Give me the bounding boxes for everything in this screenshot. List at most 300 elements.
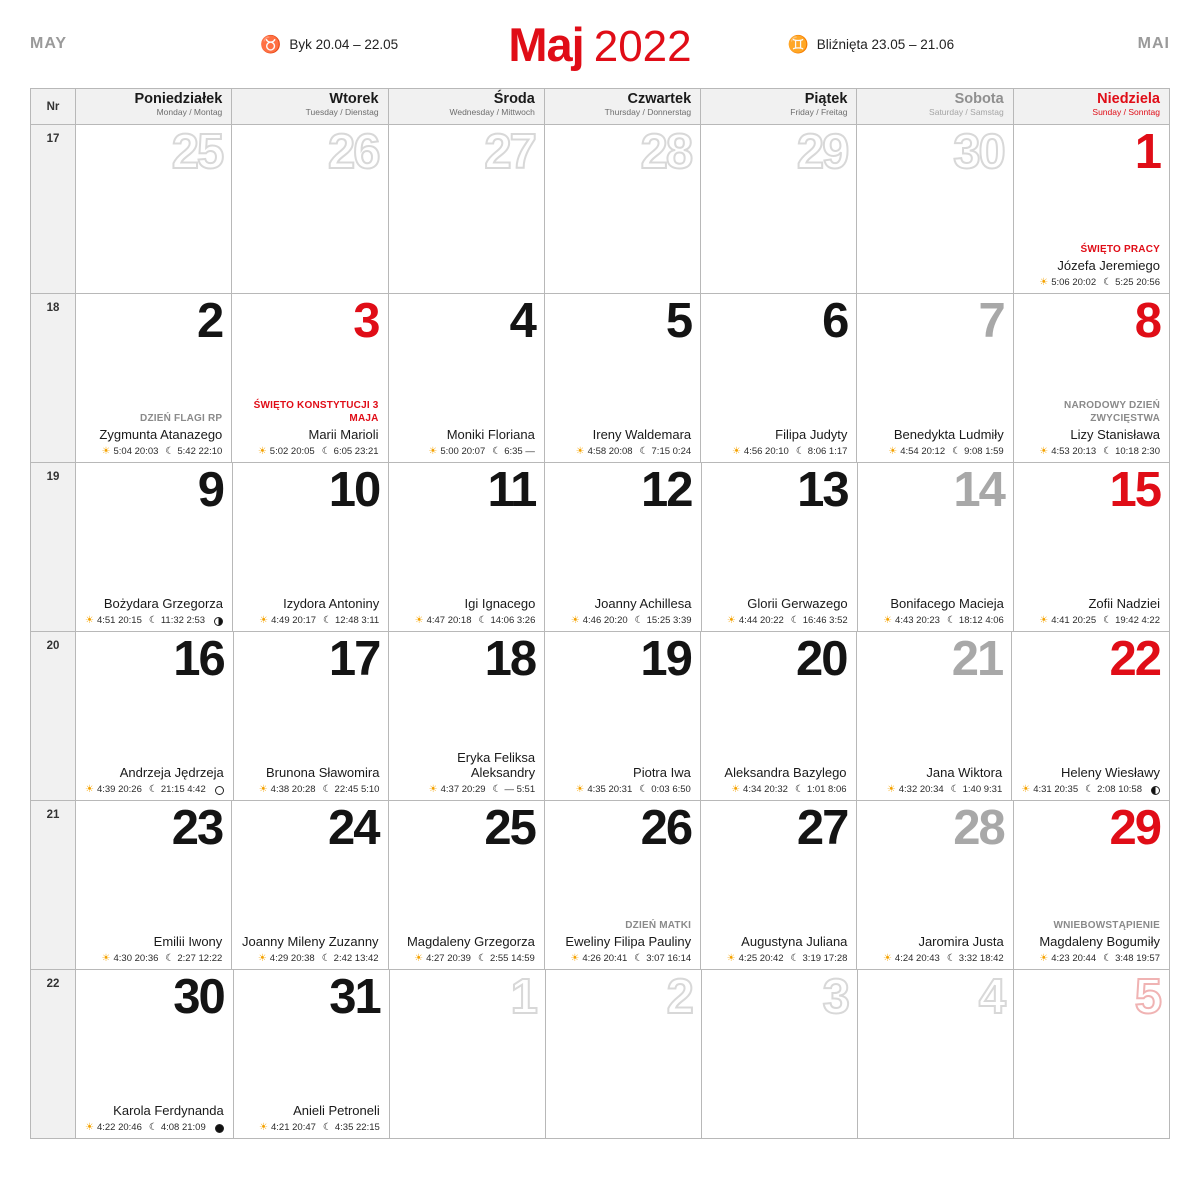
name-day-names: Filipa Judyty	[775, 427, 848, 443]
cell-spacer	[85, 857, 222, 934]
day-number: 10	[328, 463, 380, 517]
sun-times: 5:02 20:05	[269, 446, 315, 458]
day-number: 17	[328, 632, 380, 686]
moon-icon: ☾	[321, 953, 331, 964]
astro-times	[85, 954, 222, 964]
sun-icon: ☀	[1039, 615, 1049, 626]
moon-icon: ☾	[634, 953, 644, 964]
sun-icon: ☀	[888, 446, 898, 457]
week-number: 20	[31, 632, 76, 801]
week-row	[31, 294, 1170, 463]
column-header-monday-en: Monday / Montag	[156, 107, 223, 118]
name-day-names: Jaromira Justa	[918, 934, 1004, 950]
name-day-names: Emilii Iwony	[153, 934, 223, 950]
cell-spacer	[866, 688, 1003, 765]
name-day-names: Józefa Jeremiego	[1057, 258, 1160, 274]
sun-icon: ☀	[726, 953, 736, 964]
astro-times	[398, 447, 535, 457]
week-row	[31, 125, 1170, 294]
sun-icon: ☀	[428, 784, 438, 795]
day-cell[interactable]	[389, 294, 545, 463]
day-cell[interactable]	[1014, 294, 1170, 463]
sun-icon: ☀	[1039, 277, 1049, 288]
cell-spacer	[398, 688, 535, 750]
day-cell[interactable]	[701, 801, 857, 970]
moonrise-moonset	[1103, 447, 1160, 457]
sunrise-sunset	[428, 447, 485, 457]
day-cell[interactable]	[76, 632, 234, 801]
sun-times: 5:04 20:03	[113, 446, 159, 458]
cell-spacer	[866, 857, 1003, 934]
moonrise-moonset	[791, 616, 848, 626]
cell-spacer	[85, 688, 224, 765]
day-cell[interactable]	[1014, 970, 1170, 1139]
day-cell[interactable]	[1012, 632, 1170, 801]
day-number: 26	[328, 125, 379, 179]
cell-spacer	[711, 1026, 848, 1133]
holiday-label: WNIEBOWSTĄPIENIE	[1053, 919, 1160, 931]
sun-times: 4:27 20:39	[426, 953, 471, 965]
name-day-names: Zofii Nadziei	[1088, 596, 1160, 612]
moon-times: 21:15 4:42	[160, 784, 206, 796]
sunrise-sunset	[575, 785, 632, 795]
moonrise-moonset	[492, 447, 535, 457]
name-day-names: Anieli Petroneli	[293, 1103, 380, 1119]
day-cell[interactable]	[546, 970, 702, 1139]
day-number: 2	[197, 294, 223, 348]
calendar-weeks	[31, 125, 1170, 1139]
sun-icon: ☀	[414, 615, 424, 626]
sunrise-sunset	[259, 1123, 316, 1133]
astro-times	[85, 447, 222, 457]
day-number: 24	[328, 801, 379, 855]
weekday-header-row	[31, 89, 1170, 125]
page-title	[508, 17, 691, 72]
zodiac-gemini-text: Bliźnięta 23.05 – 21.06	[816, 36, 955, 52]
cell-spacer	[1023, 181, 1160, 244]
cell-spacer	[85, 350, 222, 413]
day-number: 1	[1134, 125, 1160, 179]
calendar-header	[0, 0, 1200, 88]
day-cell[interactable]	[232, 125, 388, 294]
sun-icon: ☀	[85, 1122, 94, 1133]
month-name: Maj	[508, 17, 584, 71]
sun-times: 4:30 20:36	[113, 953, 159, 965]
day-number: 1	[510, 970, 536, 1024]
day-number: 5	[1134, 970, 1160, 1024]
moon-times: 1:40 9:31	[962, 784, 1003, 796]
column-header-thursday-pl: Czwartek	[627, 91, 692, 107]
sun-times: 4:26 20:41	[582, 953, 628, 965]
day-cell[interactable]	[545, 125, 701, 294]
column-header-monday	[76, 89, 232, 125]
sun-times: 4:58 20:08	[587, 446, 633, 458]
holiday-label: DZIEŃ FLAGI RP	[140, 412, 223, 424]
sun-times: 4:37 20:29	[440, 784, 486, 796]
cell-spacer	[243, 688, 380, 765]
name-day-names: Glorii Gerwazego	[747, 596, 848, 612]
name-day-names: Lizy Stanisława	[1070, 427, 1160, 443]
name-day-names: Eryka Feliksa Aleksandry	[457, 749, 536, 781]
column-header-tuesday-pl: Wtorek	[329, 91, 379, 107]
name-day-names: Izydora Antoniny	[283, 596, 380, 612]
day-number: 4	[978, 970, 1004, 1024]
day-cell[interactable]	[857, 294, 1013, 463]
sun-times: 4:25 20:42	[738, 953, 784, 965]
name-day-names: Piotra Iwa	[633, 765, 691, 781]
day-number: 6	[822, 294, 848, 348]
cell-spacer	[241, 350, 378, 400]
zodiac-taurus	[150, 36, 508, 53]
moonrise-moonset	[791, 954, 848, 964]
sun-icon: ☀	[726, 615, 736, 626]
astro-times	[554, 954, 691, 964]
sunrise-sunset	[85, 785, 142, 795]
moon-icon: ☾	[946, 953, 956, 964]
calendar-grid	[30, 88, 1170, 1139]
day-cell[interactable]	[857, 125, 1013, 294]
day-cell[interactable]	[702, 970, 858, 1139]
name-day-names: Magdaleny Grzegorza	[406, 934, 535, 950]
cell-spacer	[867, 1026, 1004, 1133]
day-cell[interactable]	[234, 970, 390, 1139]
cell-spacer	[398, 857, 535, 934]
sunrise-sunset	[883, 954, 940, 964]
astro-times	[866, 447, 1003, 457]
sun-icon: ☀	[85, 784, 94, 795]
day-number: 7	[978, 294, 1004, 348]
name-day-names: Ireny Waldemara	[592, 427, 692, 443]
astro-times	[866, 954, 1003, 964]
day-number: 30	[173, 970, 224, 1024]
column-header-wednesday-pl: Środa	[493, 91, 535, 107]
name-day-names: Bożydara Grzegorza	[103, 596, 224, 612]
sunrise-sunset	[1039, 278, 1096, 288]
sun-icon: ☀	[257, 953, 267, 964]
moon-times: 12:48 3:11	[335, 615, 380, 627]
day-cell[interactable]	[232, 294, 388, 463]
week-number: 19	[31, 463, 76, 632]
column-header-thursday-en: Thursday / Donnerstag	[604, 107, 692, 118]
day-cell[interactable]	[389, 463, 545, 632]
sun-times: 4:39 20:26	[96, 784, 142, 796]
astro-times	[867, 616, 1004, 626]
astro-times	[85, 1123, 224, 1133]
cell-spacer	[1021, 688, 1160, 765]
sun-icon: ☀	[731, 446, 741, 457]
sun-icon: ☀	[414, 953, 424, 964]
cell-spacer	[710, 688, 847, 765]
name-day-names: Magdaleny Bogumiły	[1039, 934, 1160, 950]
cell-spacer	[1023, 350, 1160, 400]
astro-times	[710, 954, 847, 964]
sunrise-sunset	[259, 785, 316, 795]
moonrise-moonset	[149, 785, 206, 795]
day-number: 25	[171, 125, 223, 179]
moon-icon: ☾	[1085, 784, 1095, 795]
day-number: 28	[953, 801, 1004, 855]
sun-times: 4:21 20:47	[271, 1122, 316, 1134]
sunrise-sunset	[888, 447, 945, 457]
sun-icon: ☀	[259, 1122, 268, 1133]
page-footer	[0, 1139, 1200, 1153]
day-number: 16	[173, 632, 224, 686]
cell-spacer	[85, 1026, 224, 1103]
day-number: 2	[666, 970, 692, 1024]
cell-spacer	[711, 519, 848, 596]
week-row	[31, 970, 1170, 1139]
header-right-label: MAI	[1137, 35, 1170, 52]
cell-spacer	[1023, 1026, 1160, 1133]
astro-times	[398, 785, 535, 795]
taurus-icon: ♉	[260, 34, 282, 54]
cell-spacer	[554, 181, 691, 288]
sun-times: 4:47 20:18	[426, 615, 472, 627]
sun-times: 4:35 20:31	[587, 784, 633, 796]
moon-icon: ☾	[950, 784, 960, 795]
day-cell[interactable]	[702, 463, 858, 632]
moon-times: 2:27 12:22	[177, 953, 223, 965]
moon-icon: ☾	[322, 1122, 332, 1133]
day-cell[interactable]	[545, 294, 701, 463]
moon-times: 15:25 3:39	[646, 615, 692, 627]
holiday-label: DZIEŃ MATKI	[625, 919, 692, 931]
astro-times	[85, 785, 224, 795]
moon-icon: ☾	[477, 953, 487, 964]
day-number: 25	[484, 801, 535, 855]
day-cell[interactable]	[76, 463, 233, 632]
cell-spacer	[1023, 857, 1160, 920]
day-cell[interactable]	[76, 970, 234, 1139]
name-day-names: Karola Ferdynanda	[113, 1103, 224, 1119]
day-number: 11	[487, 463, 536, 517]
cell-spacer	[242, 519, 379, 596]
day-cell[interactable]	[232, 801, 388, 970]
name-day-names: Zygmunta Atanazego	[99, 427, 223, 443]
moon-phase-icon	[214, 617, 223, 626]
sunrise-sunset	[1021, 785, 1078, 795]
sunrise-sunset	[576, 447, 633, 457]
name-day-names: Heleny Wiesławy	[1061, 765, 1160, 781]
holiday-label: ŚWIĘTO KONSTYTUCJI 3 MAJA	[253, 400, 379, 424]
sun-times: 4:54 20:12	[900, 446, 946, 458]
moonrise-moonset	[635, 616, 692, 626]
cell-spacer	[554, 688, 691, 765]
day-number: 12	[641, 463, 692, 517]
column-header-wednesday-en: Wednesday / Mittwoch	[449, 107, 535, 118]
sun-icon: ☀	[101, 446, 111, 457]
moon-times: 4:08 21:09	[160, 1122, 206, 1134]
moon-icon: ☾	[165, 446, 175, 457]
name-day-names: Bonifacego Macieja	[890, 596, 1004, 612]
moonrise-moonset	[640, 447, 692, 457]
cell-spacer	[710, 181, 847, 288]
day-number: 27	[484, 125, 535, 179]
day-cell[interactable]	[701, 125, 857, 294]
day-number: 27	[796, 801, 848, 855]
moonrise-moonset	[323, 616, 379, 626]
moon-times: 19:42 4:22	[1115, 615, 1160, 627]
moon-icon: ☾	[322, 784, 332, 795]
astro-times	[241, 447, 378, 457]
moon-icon: ☾	[639, 784, 649, 795]
day-cell[interactable]	[858, 970, 1014, 1139]
column-header-saturday-en: Saturday / Samstag	[929, 107, 1004, 118]
cell-spacer	[866, 181, 1003, 288]
name-day-names: Aleksandra Bazylego	[724, 765, 847, 781]
day-cell[interactable]	[390, 970, 546, 1139]
name-day-names: Marii Marioli	[308, 427, 379, 443]
sunrise-sunset	[414, 954, 471, 964]
column-header-saturday-pl: Sobota	[954, 91, 1004, 107]
day-cell[interactable]	[545, 463, 701, 632]
sun-times: 4:44 20:22	[738, 615, 784, 627]
astro-times	[710, 447, 847, 457]
column-header-sunday	[1014, 89, 1170, 125]
day-number: 3	[822, 970, 848, 1024]
sun-icon: ☀	[258, 784, 268, 795]
sunrise-sunset	[570, 954, 627, 964]
sun-times: 4:32 20:34	[898, 784, 944, 796]
day-cell[interactable]	[76, 801, 232, 970]
sunrise-sunset	[727, 616, 784, 626]
day-cell[interactable]	[76, 294, 232, 463]
day-number: 20	[796, 632, 847, 686]
moonrise-moonset	[165, 954, 222, 964]
day-cell[interactable]	[76, 125, 232, 294]
day-cell[interactable]	[389, 632, 545, 801]
moonrise-moonset	[951, 785, 1003, 795]
cell-spacer	[554, 857, 691, 920]
day-cell[interactable]	[545, 632, 701, 801]
column-header-sunday-pl: Niedziela	[1097, 91, 1160, 107]
day-number: 26	[640, 801, 692, 855]
moon-icon: ☾	[148, 1122, 158, 1133]
name-day-names: Joanny Achillesa	[594, 596, 692, 612]
day-cell[interactable]	[701, 294, 857, 463]
day-cell[interactable]	[1014, 125, 1170, 294]
gemini-icon: ♊	[787, 34, 809, 54]
cell-spacer	[1023, 519, 1160, 596]
column-header-monday-pl: Poniedziałek	[134, 91, 223, 107]
week-number: 22	[31, 970, 76, 1139]
moon-icon: ☾	[1103, 446, 1113, 457]
moon-icon: ☾	[1103, 615, 1113, 626]
day-number: 29	[1109, 801, 1160, 855]
sunrise-sunset	[259, 616, 316, 626]
day-cell[interactable]	[234, 632, 390, 801]
sun-icon: ☀	[85, 615, 94, 626]
astro-times	[242, 616, 379, 626]
cell-spacer	[398, 181, 535, 288]
name-day-names: Moniki Floriana	[446, 427, 535, 443]
sun-icon: ☀	[428, 446, 438, 457]
sunrise-sunset	[1039, 447, 1096, 457]
sun-times: 4:43 20:23	[895, 615, 940, 627]
moonrise-moonset	[1103, 616, 1160, 626]
day-number: 4	[509, 294, 535, 348]
moon-icon: ☾	[946, 615, 956, 626]
moon-icon: ☾	[492, 446, 502, 457]
sun-times: 4:23 20:44	[1051, 953, 1097, 965]
day-cell[interactable]	[389, 801, 545, 970]
sun-icon: ☀	[883, 615, 893, 626]
year-number: 2022	[593, 21, 692, 71]
name-day-names: Brunona Sławomira	[265, 765, 380, 781]
column-header-thursday	[545, 89, 701, 125]
cell-spacer	[85, 519, 223, 596]
week-number: 18	[31, 294, 76, 463]
moonrise-moonset	[165, 447, 222, 457]
moon-icon: ☾	[165, 953, 175, 964]
day-cell[interactable]	[858, 463, 1014, 632]
sun-times: 4:53 20:13	[1051, 446, 1097, 458]
moon-times: 18:12 4:06	[958, 615, 1004, 627]
week-row	[31, 463, 1170, 632]
moon-times: 7:15 0:24	[651, 446, 692, 458]
day-cell[interactable]	[233, 463, 389, 632]
sunrise-sunset	[258, 954, 315, 964]
cell-spacer	[710, 350, 847, 427]
moon-icon: ☾	[148, 784, 158, 795]
day-cell[interactable]	[701, 632, 857, 801]
day-number: 31	[329, 970, 380, 1024]
moon-times: 3:32 18:42	[958, 953, 1004, 965]
moon-times: 2:08 10:58	[1097, 784, 1142, 796]
moon-icon: ☾	[1103, 277, 1113, 288]
moon-icon: ☾	[639, 446, 649, 457]
sun-times: 4:41 20:25	[1051, 615, 1097, 627]
moon-times: 22:45 5:10	[334, 784, 380, 796]
day-number: 9	[197, 463, 224, 517]
column-header-saturday	[857, 89, 1013, 125]
moon-icon: ☾	[794, 784, 804, 795]
week-row	[31, 632, 1170, 801]
astro-times	[1023, 616, 1160, 626]
sun-times: 4:38 20:28	[270, 784, 316, 796]
sun-times: 4:51 20:15	[96, 615, 142, 627]
astro-times	[1021, 785, 1160, 795]
moonrise-moonset	[322, 447, 379, 457]
column-header-tuesday	[232, 89, 388, 125]
moonrise-moonset	[149, 616, 205, 626]
zodiac-taurus-text: Byk 20.04 – 22.05	[289, 36, 399, 52]
day-cell[interactable]	[1014, 463, 1170, 632]
moon-icon: ☾	[321, 446, 331, 457]
moon-times: 2:55 14:59	[489, 953, 535, 965]
day-cell[interactable]	[857, 632, 1013, 801]
sun-icon: ☀	[1021, 784, 1031, 795]
moonrise-moonset	[947, 616, 1004, 626]
cell-spacer	[866, 350, 1003, 427]
cell-spacer	[554, 519, 691, 596]
day-cell[interactable]	[857, 801, 1013, 970]
sunrise-sunset	[429, 785, 486, 795]
day-cell[interactable]	[389, 125, 545, 294]
moon-phase-icon	[215, 786, 224, 795]
day-cell[interactable]	[545, 801, 701, 970]
astro-times	[243, 785, 380, 795]
astro-times	[241, 954, 378, 964]
cell-spacer	[710, 857, 847, 934]
sunrise-sunset	[102, 954, 159, 964]
moon-icon: ☾	[323, 615, 332, 626]
sun-icon: ☀	[259, 615, 269, 626]
day-cell[interactable]	[1014, 801, 1170, 970]
moon-times: 16:46 3:52	[802, 615, 848, 627]
sun-icon: ☀	[731, 784, 741, 795]
cell-spacer	[241, 181, 378, 288]
